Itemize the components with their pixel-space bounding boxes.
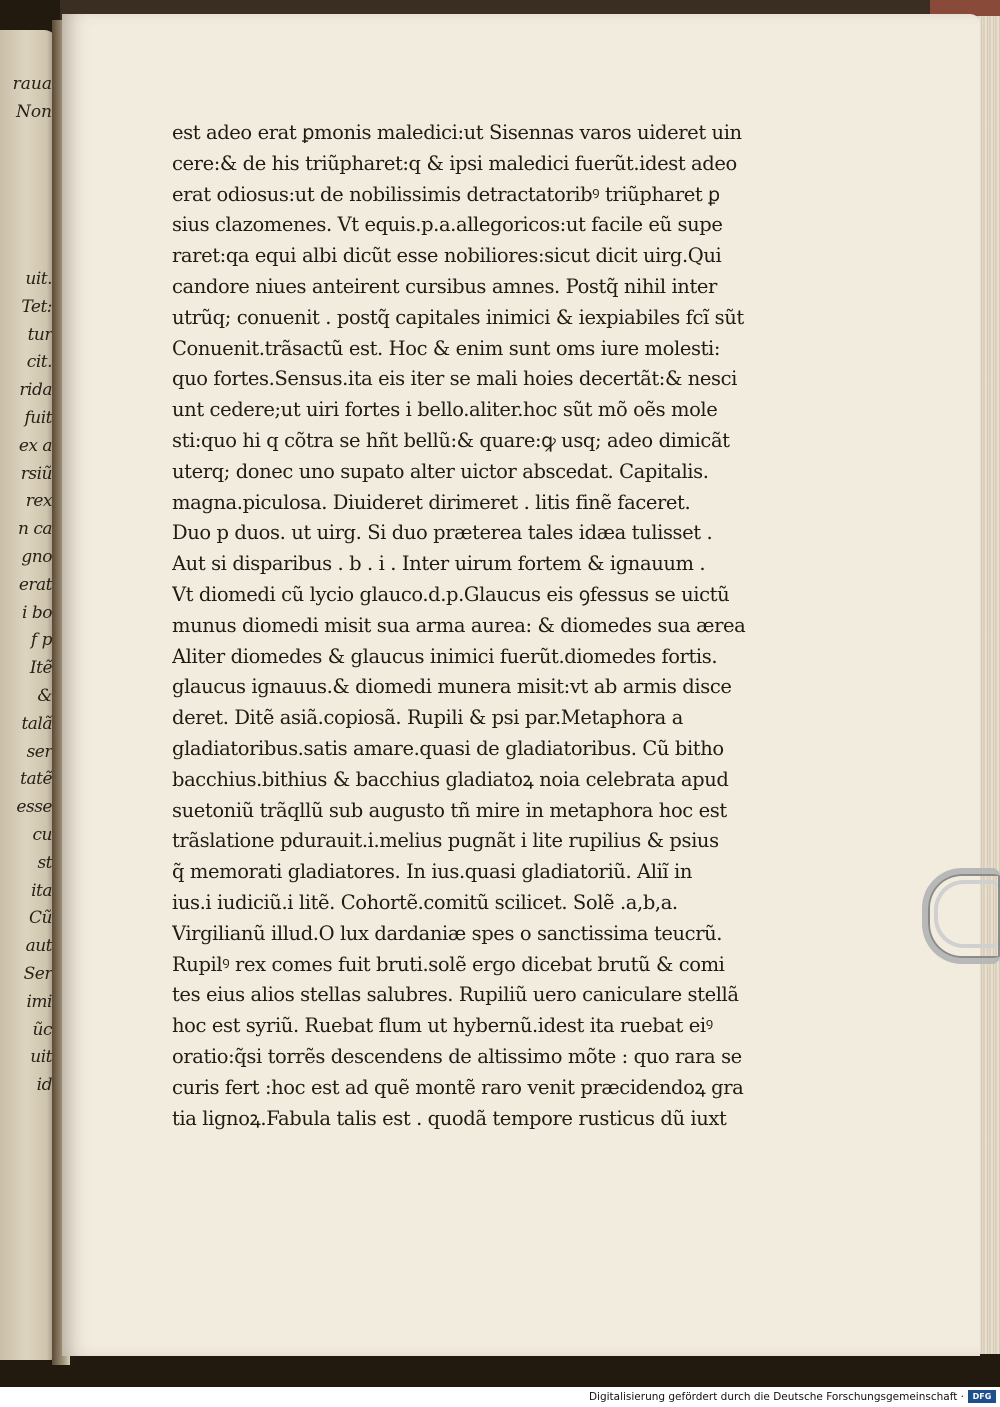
text-line: Aut si disparibus . b . i . Inter uirum fortem & ignauum . — [172, 552, 706, 576]
text-line: bacchius.bithius & bacchius gladiatoꝝ noia celebrata apud — [172, 767, 729, 791]
left-page-fragment: rsiũ — [20, 463, 52, 484]
text-line: glaucus ignauus.& diomedi munera misit:vt ab armis disce — [172, 675, 732, 699]
left-page-top-fragments — [2, 70, 52, 126]
text-line: Vt diomedi cũ lycio glauco.d.p.Glaucus eis ꝯfessus se uictũ — [172, 582, 730, 606]
left-page-fragment: cit. — [26, 352, 52, 373]
left-page-fragment: gno — [21, 546, 52, 567]
left-page-fragment: Ser — [23, 963, 52, 984]
left-page-fragment: tur — [27, 324, 52, 345]
left-page-fragment: & — [37, 685, 52, 706]
left-page-fragment: uit. — [25, 269, 52, 289]
text-line: munus diomedi misit sua arma aurea: & diomedes sua ærea — [172, 613, 746, 637]
text-line: raret:qa equi albi dicũt esse nobiliores:sicut dicit uirg.Qui — [172, 244, 722, 268]
left-page-fragment: id — [36, 1075, 52, 1096]
text-line: ius.i iudiciũ.i litẽ. Cohortẽ.comitũ scilicet. Solẽ .a,b,a. — [172, 890, 678, 914]
text-line: Aliter diomedes & glaucus inimici fuerũt.diomedes fortis. — [172, 644, 718, 668]
left-page-fragment: ũc — [32, 1019, 52, 1040]
text-line: hoc est syriũ. Ruebat flum ut hybernũ.idest ita ruebat eiꝰ — [172, 1014, 713, 1038]
text-line: suetoniũ trãqllũ sub augusto tñ mire in metaphora hoc est — [172, 798, 727, 822]
left-page-fragment: erat — [18, 574, 52, 595]
main-text-block — [172, 118, 772, 1134]
left-page-fragment: cu — [32, 824, 52, 845]
left-page-fragment: rida — [19, 380, 52, 401]
left-page-fragment: Itẽ — [29, 658, 52, 679]
text-line: uterq; donec uno supato alter uictor abscedat. Capitalis. — [172, 459, 709, 483]
text-line: Conuenit.trãsactũ est. Hoc & enim sunt oms iure molesti: — [172, 336, 721, 360]
text-line: utrũq; conuenit . postq̃ capitales inimici & iexpiabiles fcĩ sũt — [172, 305, 744, 329]
text-line: trãslatione pdurauit.i.melius pugnãt i lite rupilius & psius — [172, 829, 719, 853]
text-line: deret. Ditẽ asiã.copiosã. Rupili & psi par.Metaphora a — [172, 706, 683, 730]
left-page-fragment: n ca — [17, 519, 52, 540]
left-page-fragment: esse — [16, 797, 52, 818]
text-line: Duo p duos. ut uirg. Si duo præterea tales idæa tulisset . — [172, 521, 713, 545]
left-page-fragment: Non — [15, 102, 52, 122]
text-line: quo fortes.Sensus.ita eis iter se mali hoies decertãt:& nesci — [172, 367, 737, 391]
text-line: Virgilianũ illud.O lux dardaniæ spes o sanctissima teucrũ. — [172, 921, 723, 945]
left-page-fragment: rex — [25, 491, 52, 512]
left-page-fragment: Cũ — [29, 908, 52, 929]
text-line: gladiatoribus.satis amare.quasi de gladiatoribus. Cũ bitho — [172, 736, 724, 760]
text-line: sti:quo hi q cõtra se hñt bellũ:& quare:ꝙ usq; adeo dimicãt — [172, 428, 730, 452]
left-page-fragment: f p — [30, 630, 52, 651]
left-page-fragment: ita — [31, 880, 52, 901]
funding-credit: Digitalisierung gefördert durch die Deutsche Forschungsgemeinschaft · — [588, 1391, 964, 1403]
text-line: erat odiosus:ut de nobilissimis detractatoribꝰ triũpharet ꝑ — [172, 182, 720, 206]
footer-bar — [0, 1387, 1000, 1407]
left-page-fragment: fuit — [24, 407, 52, 428]
left-page-fragment: tatẽ — [20, 769, 52, 790]
text-line: est adeo erat ꝑmonis maledici:ut Sisennas varos uideret uin — [172, 121, 742, 144]
left-page-fragment: talã — [21, 713, 52, 734]
left-page-fragment: ex a — [18, 435, 52, 456]
text-line: curis fert :hoc est ad quẽ montẽ raro venit præcidendoꝝ gra — [172, 1075, 744, 1099]
left-page-text-fragments — [2, 266, 52, 1100]
text-line: oratio:q̃si torrẽs descendens de altissimo mõte : quo rara se — [172, 1044, 742, 1068]
right-page — [62, 14, 980, 1356]
text-line: cere:& de his triũpharet:q & ipsi maledici fuerũt.idest adeo — [172, 151, 737, 175]
left-page-fragment: ser — [26, 741, 52, 762]
text-line: unt cedere;ut uiri fortes i bello.aliter.hoc sũt mõ oẽs mole — [172, 398, 718, 422]
left-page-fragment: aut — [25, 936, 52, 957]
text-line: magna.piculosa. Diuideret dirimeret . litis finẽ faceret. — [172, 490, 691, 514]
paper-clip-inner — [934, 880, 998, 948]
text-line: candore niues anteirent cursibus amnes. Postq̃ nihil inter — [172, 274, 717, 298]
left-page-fragment: imi — [26, 991, 52, 1012]
text-line: tia lignoꝝ.Fabula talis est . quodã tempore rusticus dũ iuxt — [172, 1106, 727, 1130]
left-page-fragment: uit — [30, 1047, 52, 1068]
text-line: q̃ memorati gladiatores. In ius.quasi gladiatoriũ. Aliĩ in — [172, 860, 693, 884]
text-line: tes eius alios stellas salubres. Rupiliũ uero caniculare stellã — [172, 983, 739, 1007]
left-page — [0, 30, 58, 1360]
left-page-fragment: raua — [12, 74, 52, 94]
left-page-fragment: Tet: — [21, 296, 52, 317]
left-page-fragment: st — [37, 852, 52, 873]
dfg-logo: DFG — [968, 1390, 996, 1403]
text-line: sius clazomenes. Vt equis.p.a.allegoricos:ut facile eũ supe — [172, 213, 723, 237]
left-page-fragment: i bo — [22, 602, 52, 623]
text-line: Rupilꝰ rex comes fuit bruti.solẽ ergo dicebat brutũ & comi — [172, 952, 725, 976]
